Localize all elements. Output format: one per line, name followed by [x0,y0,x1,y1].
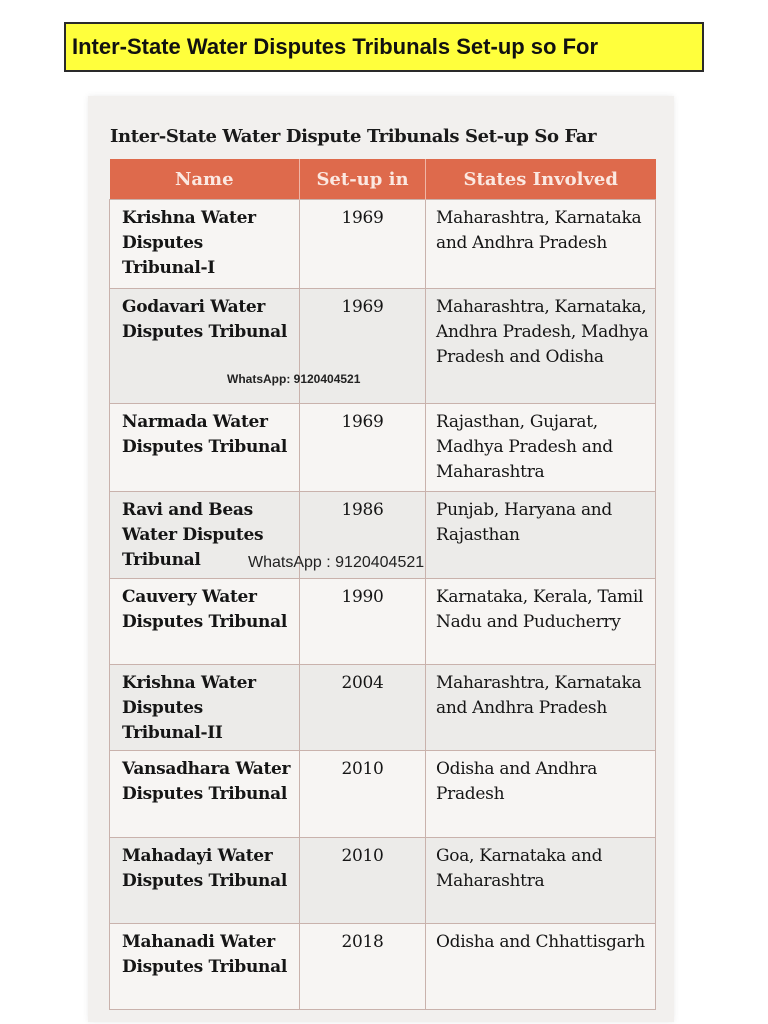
table-row [110,404,656,492]
table-title: Inter-State Water Dispute Tribunals Set-up So Far [110,126,597,147]
setup-year: 2010 [300,751,426,838]
states-involved: Maharashtra, Karnataka and Andhra Pradesh [426,200,656,289]
tribunal-name: Mahadayi Water Disputes Tribunal [110,838,300,924]
states-involved: Rajasthan, Gujarat, Madhya Pradesh and Maharashtra [426,404,656,492]
column-header-setup-year: Set-up in [300,159,426,200]
setup-year: 1969 [300,404,426,492]
table-row [110,289,656,404]
tribunal-name: Mahanadi Water Disputes Tribunal [110,924,300,1010]
states-involved: Goa, Karnataka and Maharashtra [426,838,656,924]
tribunal-name: Krishna Water Disputes Tribunal-I [110,200,300,289]
setup-year: 2018 [300,924,426,1010]
tribunal-name: Godavari Water Disputes Tribunal [110,289,300,404]
states-involved: Punjab, Haryana and Rajasthan [426,492,656,579]
whatsapp-watermark: WhatsApp : 9120404521 [248,554,425,571]
tribunal-name: Cauvery Water Disputes Tribunal [110,579,300,665]
states-involved: Maharashtra, Karnataka and Andhra Pradesh [426,665,656,751]
table-row [110,579,656,665]
tribunal-name: Krishna Water Disputes Tribunal-II [110,665,300,751]
states-involved: Odisha and Chhattisgarh [426,924,656,1010]
tribunals-table [109,159,656,1010]
page-banner: Inter-State Water Disputes Tribunals Set-up so For [64,22,704,72]
setup-year: 1969 [300,289,426,404]
whatsapp-watermark: WhatsApp: 9120404521 [227,372,361,386]
table-row [110,838,656,924]
table-row [110,924,656,1010]
tribunal-name: Narmada Water Disputes Tribunal [110,404,300,492]
column-header-name: Name [110,159,300,200]
column-header-states: States Involved [426,159,656,200]
setup-year: 1990 [300,579,426,665]
setup-year: 2010 [300,838,426,924]
table-row [110,665,656,751]
table-header-row [110,159,656,200]
table-row [110,200,656,289]
setup-year: 1969 [300,200,426,289]
table-row [110,751,656,838]
tribunal-name: Ravi and Beas Water Disputes Tribunal [110,492,300,579]
states-involved: Maharashtra, Karnataka, Andhra Pradesh, Madhya Pradesh and Odisha [426,289,656,404]
tribunal-name: Vansadhara Water Disputes Tribunal [110,751,300,838]
states-involved: Odisha and Andhra Pradesh [426,751,656,838]
setup-year: 1986 [300,492,426,579]
states-involved: Karnataka, Kerala, Tamil Nadu and Puducherry [426,579,656,665]
setup-year: 2004 [300,665,426,751]
